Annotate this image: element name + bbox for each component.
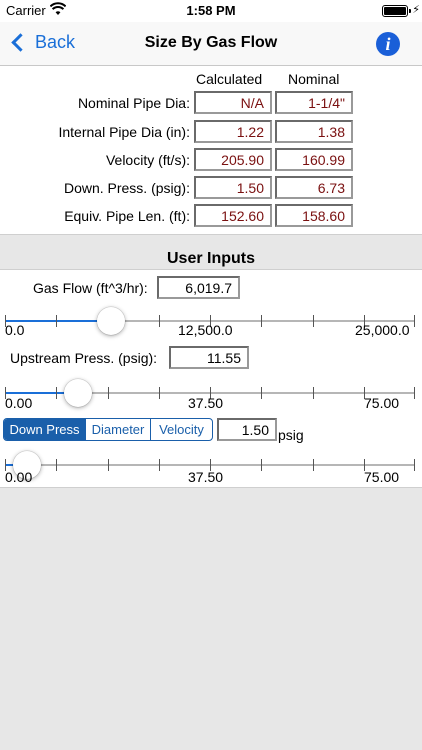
slider-tick xyxy=(261,459,262,471)
battery-tip xyxy=(409,9,411,13)
result-label: Down. Press. (psig): xyxy=(63,180,190,196)
section-title: User Inputs xyxy=(166,250,255,267)
status-time: 1:58 PM xyxy=(186,3,236,18)
slider-tick xyxy=(313,315,314,327)
result-row-equiv-pipe-len xyxy=(0,204,422,227)
upstream-pressure-field[interactable]: 11.55 xyxy=(169,346,249,369)
gas-flow-min-label: 0.0 xyxy=(5,322,25,338)
result-row-down-press xyxy=(0,176,422,199)
down-press-unit: psig xyxy=(278,427,304,443)
slider-tick xyxy=(108,459,109,471)
info-icon[interactable]: i xyxy=(376,32,400,56)
segment-down-press[interactable]: Down Press xyxy=(4,419,86,440)
gas-flow-label: Gas Flow (ft^3/hr): xyxy=(33,280,148,296)
down-press-mid-label: 37.50 xyxy=(188,469,224,485)
segment-velocity[interactable]: Velocity xyxy=(159,422,204,437)
slider-tick xyxy=(159,315,160,327)
status-bar xyxy=(0,0,422,22)
calculated-value: 1.22 xyxy=(194,120,272,143)
gas-flow-mid-label: 12,500.0 xyxy=(178,322,233,338)
user-inputs-section-header xyxy=(0,234,422,270)
empty-background-area xyxy=(0,487,422,750)
calculated-value: 152.60 xyxy=(194,204,272,227)
down-press-min-label: 0.00 xyxy=(5,469,33,485)
upstream-pressure-row xyxy=(0,346,422,369)
upstream-pressure-mid-label: 37.50 xyxy=(188,395,224,411)
nominal-value: 6.73 xyxy=(275,176,353,199)
slider-tick xyxy=(414,315,415,327)
result-label: Internal Pipe Dia (in): xyxy=(58,124,190,140)
nominal-value: 158.60 xyxy=(275,204,353,227)
calculated-value: 205.90 xyxy=(194,148,272,171)
slider-tick xyxy=(261,315,262,327)
calculated-value: 1.50 xyxy=(194,176,272,199)
slider-tick xyxy=(159,387,160,399)
gas-flow-max-label: 25,000.0 xyxy=(355,322,410,338)
down-press-max-label: 75.00 xyxy=(364,469,400,485)
upstream-pressure-max-label: 75.00 xyxy=(364,395,400,411)
slider-tick xyxy=(108,387,109,399)
mode-value-row xyxy=(217,418,279,441)
back-button[interactable] xyxy=(10,32,75,53)
charging-icon: ⚡ xyxy=(412,4,420,16)
calculated-header: Calculated xyxy=(196,71,263,87)
nominal-value: 1-1/4" xyxy=(275,91,353,114)
gas-flow-field[interactable]: 6,019.7 xyxy=(157,276,240,299)
result-row-velocity xyxy=(0,148,422,171)
upstream-pressure-min-label: 0.00 xyxy=(5,395,33,411)
result-label: Velocity (ft/s): xyxy=(105,152,190,168)
results-panel xyxy=(0,67,422,234)
slider-tick xyxy=(56,459,57,471)
slider-tick xyxy=(313,459,314,471)
result-row-internal-pipe-dia xyxy=(0,120,422,143)
gas-flow-row xyxy=(0,276,422,299)
back-label: Back xyxy=(35,32,76,52)
mode-segmented-control xyxy=(3,418,213,441)
slider-tick xyxy=(313,387,314,399)
result-label: Equiv. Pipe Len. (ft): xyxy=(64,208,190,224)
page-title: Size By Gas Flow xyxy=(144,34,278,51)
result-row-nominal-pipe-dia xyxy=(0,91,422,114)
chevron-left-icon xyxy=(11,33,29,51)
navigation-bar xyxy=(0,22,422,66)
carrier-label: Carrier xyxy=(6,3,46,18)
result-label: Nominal Pipe Dia: xyxy=(77,95,190,111)
battery-icon xyxy=(382,5,408,17)
slider-tick xyxy=(261,387,262,399)
slider-tick xyxy=(56,315,57,327)
upstream-pressure-label: Upstream Press. (psig): xyxy=(10,350,158,366)
segment-diameter[interactable]: Diameter xyxy=(86,419,151,440)
slider-tick xyxy=(414,387,415,399)
nominal-header: Nominal xyxy=(288,71,340,87)
nominal-value: 160.99 xyxy=(275,148,353,171)
slider-tick xyxy=(159,459,160,471)
down-press-field[interactable]: 1.50 xyxy=(217,418,277,441)
nominal-value: 1.38 xyxy=(275,120,353,143)
slider-tick xyxy=(414,459,415,471)
slider-thumb[interactable] xyxy=(64,379,92,407)
slider-thumb[interactable] xyxy=(97,307,125,335)
calculated-value: N/A xyxy=(194,91,272,114)
slider-tick xyxy=(56,387,57,399)
